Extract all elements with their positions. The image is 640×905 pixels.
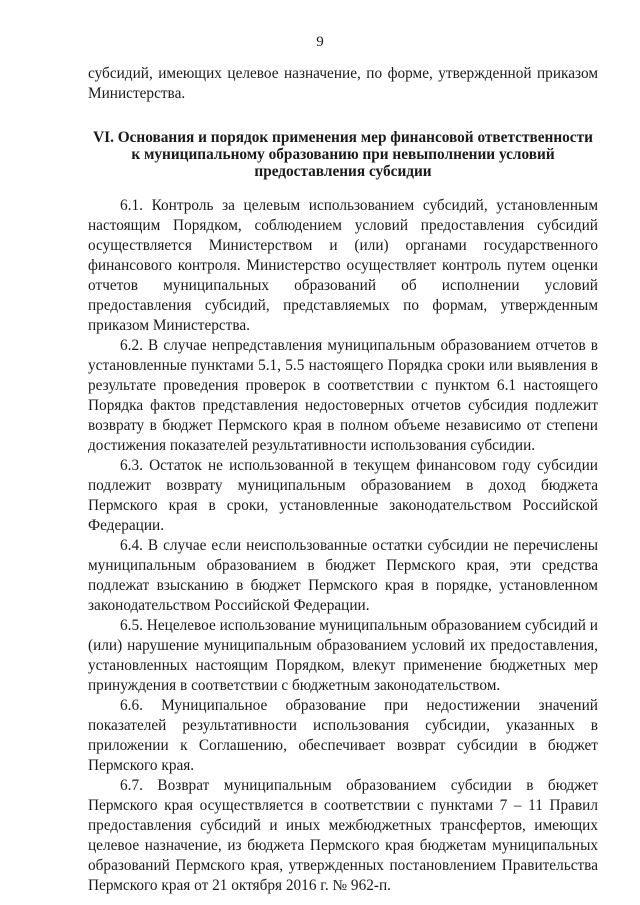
intro-paragraph: субсидий, имеющих целевое назначение, по форме, утвержденной приказом Министерства. — [88, 65, 598, 102]
paragraph-6-7: 6.7. Возврат муниципальным образованием субсидии в бюджет Пермского края осуществляется в соответствии с пунктами 7 – 11 Правил предоставления субсидий и иных межбюджетных трансфертов, имеющих целевое назначение, из бюджета Пермского края бюджетам муниципальных образований Пермского края, утвержденных постановлением Правительства Пермского края от 21 октября 2016 г. № 962-п. — [88, 777, 598, 894]
paragraph-6-6: 6.6. Муниципальное образование при недостижении значений показателей результативности использования субсидии, указанных в приложении к Соглашению, обеспечивает возврат субсидии в бюджет Пермского края. — [88, 697, 598, 774]
paragraph-6-3: 6.3. Остаток не использованной в текущем финансовом году субсидии подлежит возврату муниципальным образованием в доход бюджета Пермского края в сроки, установленные законодательством Российской Федерации. — [88, 457, 598, 534]
page-number: 9 — [316, 34, 324, 50]
paragraph-6-1: 6.1. Контроль за целевым использованием субсидий, установленным настоящим Порядком, соблюдением условий предоставления субсидий осуществляется Министерством и (или) органами государственного финансового контроля. Министерство осуществляет контроль путем оценки отчетов муниципальных образований об исполнении условий предоставления субсидий, представляемых по формам, утвержденным приказом Министерства. — [88, 197, 598, 334]
document-body — [88, 64, 598, 896]
paragraph-6-5: 6.5. Нецелевое использование муниципальным образованием субсидий и (или) нарушение муниципальным образованием условий их предоставления, установленных настоящим Порядком, влекут применение бюджетных мер принуждения в соответствии с бюджетным законодательством. — [88, 617, 598, 694]
paragraph-6-2: 6.2. В случае непредставления муниципальным образованием отчетов в установленные пунктами 5.1, 5.5 настоящего Порядка сроки или выявления в результате проведения проверок в соответствии с пунктом 6.1 настоящего Порядка фактов представления недостоверных отчетов субсидия подлежит возврату в бюджет Пермского края в полном объеме независимо от степени достижения показателей результативности использования субсидии. — [88, 337, 598, 454]
paragraph-6-4: 6.4. В случае если неиспользованные остатки субсидии не перечислены муниципальным образованием в бюджет Пермского края, эти средства подлежат взысканию в бюджет Пермского края в порядке, установленном законодательством Российской Федерации. — [88, 537, 598, 614]
section-heading: VI. Основания и порядок применения мер финансовой ответственности к муниципальному образованию при невыполнении условий предоставления субсидии — [93, 129, 593, 180]
